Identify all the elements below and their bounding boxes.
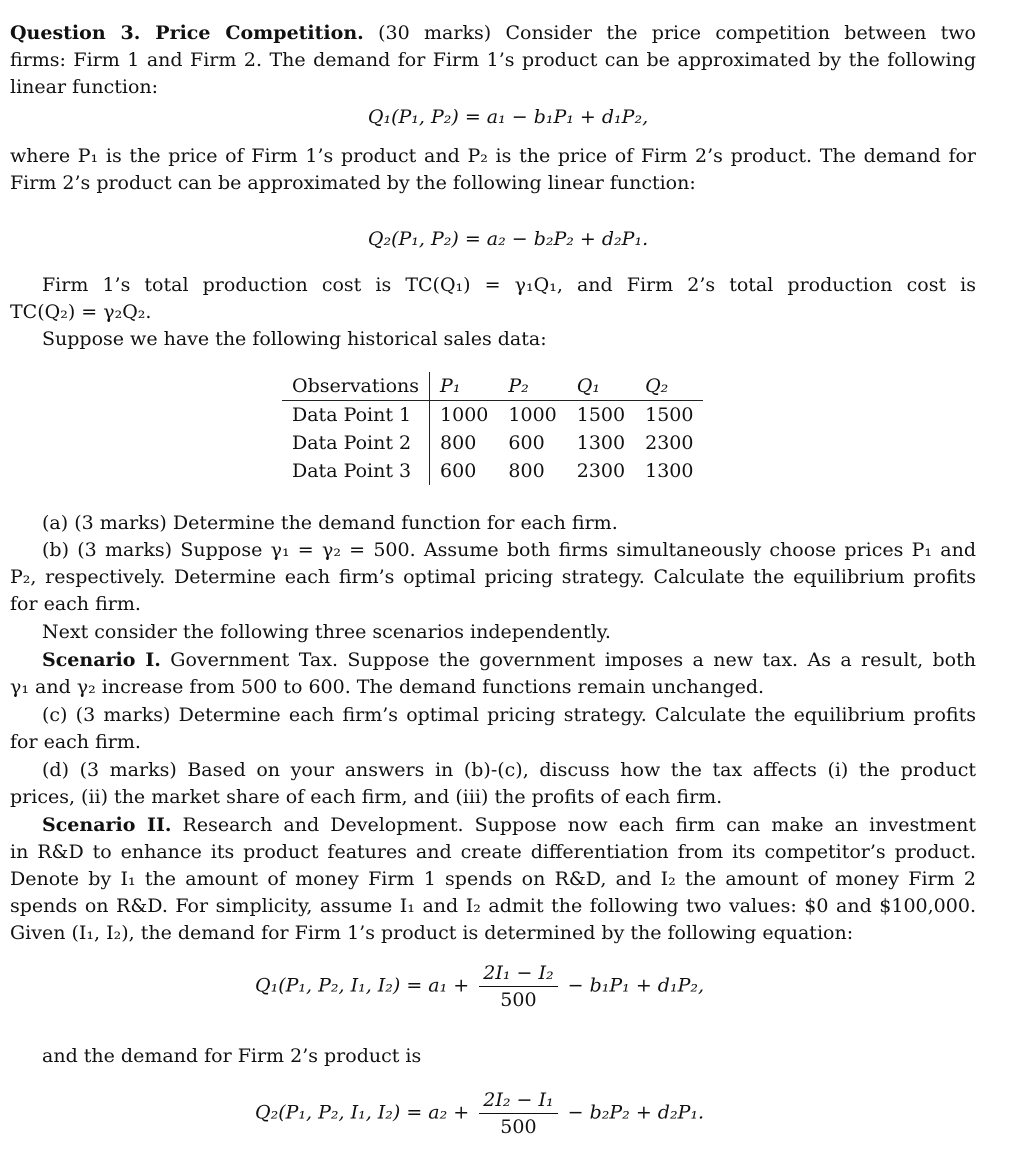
table-cell: 2300 xyxy=(645,432,694,454)
mid-line-2: Firm 2’s product can be approximated by the following linear function: xyxy=(10,172,696,194)
table-header-q2: Q₂ xyxy=(635,372,703,401)
table-header-p2: P₂ xyxy=(498,372,566,401)
part-b-line-2: P₂, respectively. Determine each firm’s optimal pricing strategy. Calculate the equilibrium profits xyxy=(10,566,976,588)
equation-demand-firm2: Q₂(P₁, P₂) = a₂ − b₂P₂ + d₂P₁. xyxy=(367,228,649,250)
part-b-line-1: (b) (3 marks) Suppose γ₁ = γ₂ = 500. Assume both firms simultaneously choose prices P₁ and xyxy=(42,539,976,561)
scenario-1-line-1 xyxy=(42,647,976,674)
scenario-2-line-1-rest: Research and Development. Suppose now each firm can make an investment xyxy=(182,814,976,836)
table-cell: 2300 xyxy=(576,460,626,482)
eq3-rhs: − b₁P₁ + d₁P₂, xyxy=(567,974,705,997)
scenario-1-heading: Scenario I. xyxy=(42,649,161,671)
scenario-2-line-5: Given (I₁, I₂), the demand for Firm 1’s product is determined by the following equation: xyxy=(10,922,854,944)
table-cell: 1300 xyxy=(576,432,626,454)
eq3-numerator: 2I₁ − I₂ xyxy=(479,960,557,987)
table-header-row xyxy=(282,372,703,401)
part-c-line-2: for each firm. xyxy=(10,731,141,753)
scenario-2-line-4: spends on R&D. For simplicity, assume I₁ and I₂ admit the following two values: $0 and $100,000. xyxy=(10,895,976,917)
part-c-line-1: (c) (3 marks) Determine each firm’s optimal pricing strategy. Calculate the equilibrium profits xyxy=(42,704,976,726)
eq4-rhs: − b₂P₂ + d₂P₁. xyxy=(567,1101,705,1124)
scenarios-intro: Next consider the following three scenarios independently. xyxy=(42,621,611,643)
table-cell: 1500 xyxy=(645,404,694,426)
table-cell: 800 xyxy=(440,432,477,454)
scenario-1-line-2: γ₁ and γ₂ increase from 500 to 600. The demand functions remain unchanged. xyxy=(10,676,765,698)
table-row xyxy=(282,457,703,485)
part-d-line-2: prices, (ii) the market share of each firm, and (iii) the profits of each firm. xyxy=(10,786,723,808)
question-heading: Question 3. Price Competition. xyxy=(10,22,364,44)
eq3-lhs: Q₁(P₁, P₂, I₁, I₂) = a₁ + xyxy=(255,974,470,997)
scenario-2-heading: Scenario II. xyxy=(42,814,172,836)
part-a: (a) (3 marks) Determine the demand function for each firm. xyxy=(42,512,618,534)
eq4-lhs: Q₂(P₁, P₂, I₁, I₂) = a₂ + xyxy=(255,1101,470,1124)
table-cell: Data Point 2 xyxy=(282,429,430,457)
table-header-p1: P₁ xyxy=(430,372,499,401)
intro-line-2: firms: Firm 1 and Firm 2. The demand for Firm 1’s product can be approximated by the following xyxy=(10,49,976,71)
part-b-line-3: for each firm. xyxy=(10,593,141,615)
scenario-2-line-2: in R&D to enhance its product features and create differentiation from its competitor’s product. xyxy=(10,841,976,863)
table-cell: Data Point 3 xyxy=(282,457,430,485)
table-cell: 1300 xyxy=(645,460,694,482)
scenario-2-line-1 xyxy=(42,812,976,839)
intro-line-1 xyxy=(10,20,976,47)
part-d-line-1: (d) (3 marks) Based on your answers in (b)-(c), discuss how the tax affects (i) the product xyxy=(42,759,976,781)
table-cell: 600 xyxy=(508,432,545,454)
eq3-denominator: 500 xyxy=(500,989,537,1011)
eq4-numerator: 2I₂ − I₁ xyxy=(479,1087,557,1114)
equation-rd-demand-firm2 xyxy=(255,1087,976,1140)
equation-rd-demand-firm1 xyxy=(255,960,976,1013)
table-cell: 1000 xyxy=(440,404,489,426)
table-cell: 1500 xyxy=(576,404,626,426)
table-cell: 800 xyxy=(508,460,545,482)
eq3-fraction xyxy=(479,960,557,1013)
table-cell: 1000 xyxy=(508,404,557,426)
table-cell: Data Point 1 xyxy=(282,401,430,430)
table-row xyxy=(282,401,703,430)
scenario-1-line-1-rest: Government Tax. Suppose the government imposes a new tax. As a result, both xyxy=(170,649,976,671)
and-demand-line: and the demand for Firm 2’s product is xyxy=(42,1045,422,1067)
table-header-q1: Q₁ xyxy=(567,372,635,401)
cost-line-3: Suppose we have the following historical sales data: xyxy=(42,328,547,350)
eq4-denominator: 500 xyxy=(500,1116,537,1138)
cost-line-2: TC(Q₂) = γ₂Q₂. xyxy=(10,301,152,323)
table-row xyxy=(282,429,703,457)
intro-line-1-rest: (30 marks) Consider the price competition between two xyxy=(378,22,976,44)
mid-line-1: where P₁ is the price of Firm 1’s product and P₂ is the price of Firm 2’s product. The demand for xyxy=(10,145,976,167)
table-cell: 600 xyxy=(440,460,477,482)
intro-line-3: linear function: xyxy=(10,76,159,98)
eq4-fraction xyxy=(479,1087,557,1140)
cost-line-1: Firm 1’s total production cost is TC(Q₁) = γ₁Q₁, and Firm 2’s total production cost is xyxy=(42,274,976,296)
table-header-observations: Observations xyxy=(282,372,430,401)
equation-demand-firm1: Q₁(P₁, P₂) = a₁ − b₁P₁ + d₁P₂, xyxy=(367,106,649,128)
sales-data-table xyxy=(282,372,703,485)
scenario-2-line-3: Denote by I₁ the amount of money Firm 1 spends on R&D, and I₂ the amount of money Firm 2 xyxy=(10,868,976,890)
